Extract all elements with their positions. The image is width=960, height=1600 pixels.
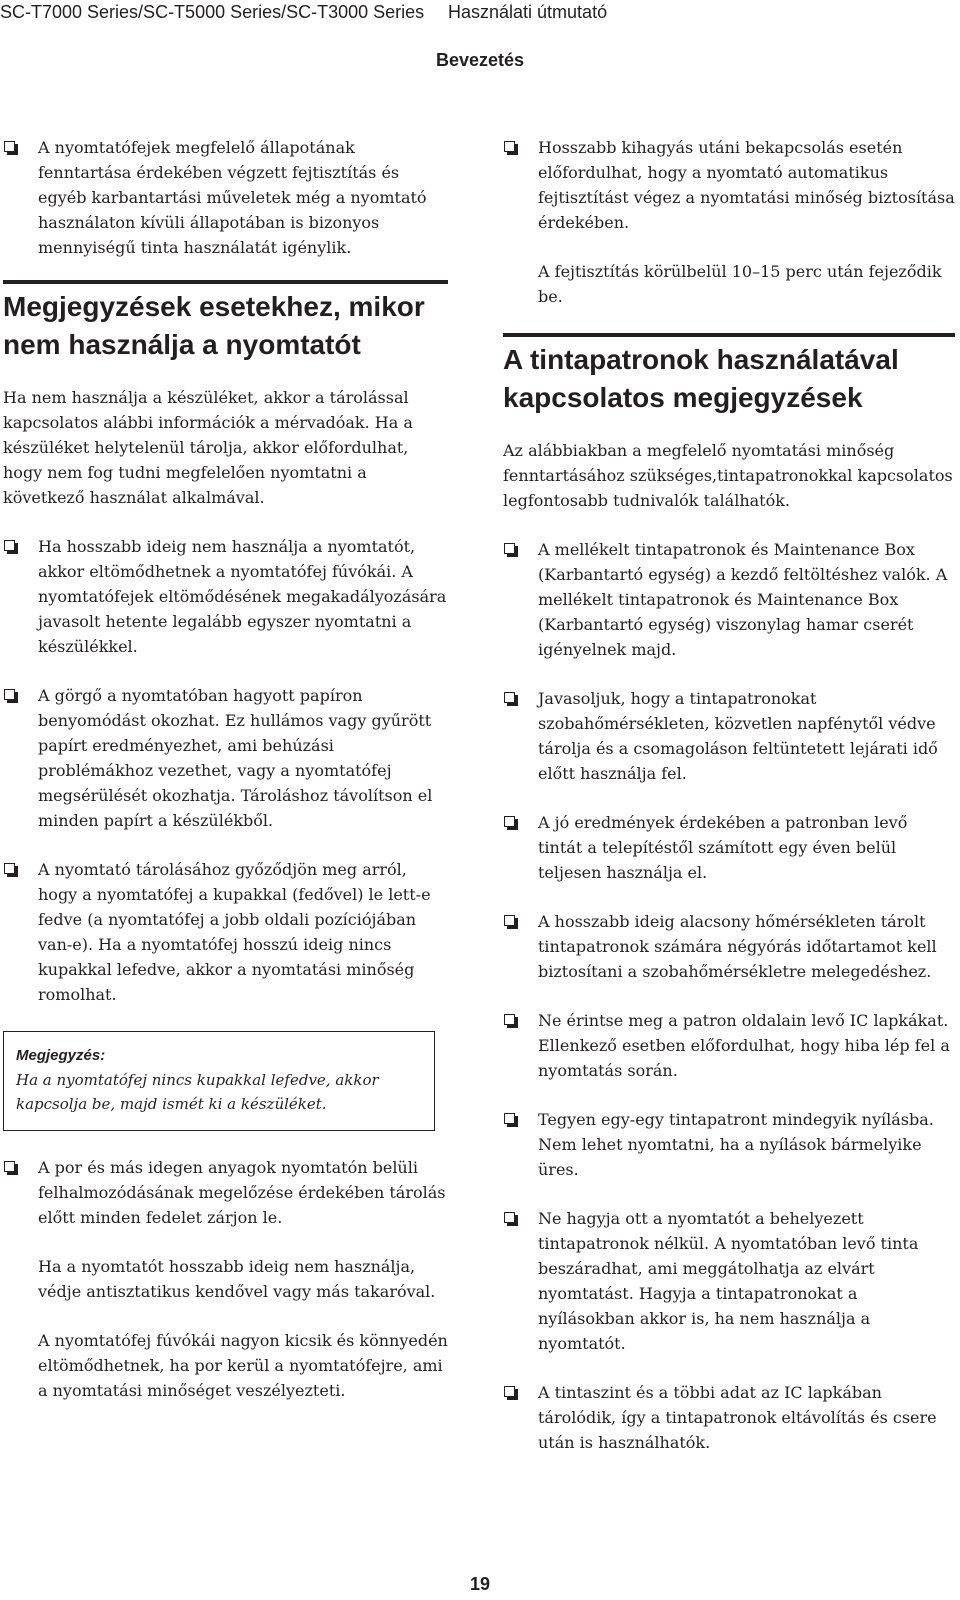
checkbox-bullet-icon (4, 1161, 15, 1172)
list-item (503, 909, 955, 984)
list-item-text: A nyomtatófejek megfelelő állapotának fenntartása érdekében végzett fejtisztítás és egyéb karbantartási műveletek még a nyomtató használaton kívüli állapotában is bizonyos mennyiségű tinta használatát igénylik. (38, 138, 427, 257)
heading-not-in-use: Megjegyzések esetekhez, mikor nem használja a nyomtatót (3, 280, 448, 364)
list-item (503, 1107, 955, 1182)
list-item-text: A tintaszint és a többi adat az IC lapkában tárolódik, így a tintapatronok eltávolítás és csere után is használhatók. (538, 1383, 937, 1452)
list-item (503, 810, 955, 885)
checkbox-bullet-icon (4, 863, 15, 874)
list-item (3, 1155, 448, 1230)
checkbox-bullet-icon (504, 1014, 515, 1025)
sub-paragraph: A fejtisztítás körülbelül 10–15 perc után fejeződik be. (538, 262, 942, 306)
note-box (3, 1031, 435, 1131)
note-text: Ha a nyomtatófej nincs kupakkal lefedve, akkor kapcsolja be, majd ismét ki a készüléket. (16, 1071, 379, 1113)
list-item (503, 1008, 955, 1083)
checkbox-bullet-icon (504, 1113, 515, 1124)
list-item (3, 683, 448, 833)
list-item-text: Ne hagyja ott a nyomtatót a behelyezett tintapatronok nélkül. A nyomtatóban levő tinta beszáradhat, ami meggátolhatja az elvárt nyomtatást. Hagyja a tintapatronokat a nyílásokban akkor is, ha nem használja a nyomtatót. (538, 1209, 919, 1353)
heading-ink-cartridges: A tintapatronok használatával kapcsolatos megjegyzések (503, 333, 955, 417)
list-item (503, 1380, 955, 1455)
list-item-text: A nyomtató tárolásához győződjön meg arról, hogy a nyomtatófej a kupakkal (fedővel) le lett-e fedve (a nyomtatófej a jobb oldali pozíciójában van-e). Ha a nyomtatófej hosszú ideig nincs kupakkal lefedve, akkor a nyomtatási minőség romolhat. (38, 860, 431, 1004)
header-guide-title: Használati útmutató (448, 2, 608, 22)
list-item (503, 1206, 955, 1356)
list-item (503, 686, 955, 786)
list-item-text: A por és más idegen anyagok nyomtatón belüli felhalmozódásának megelőzése érdekében tárolás előtt minden fedelet zárjon le. (38, 1158, 446, 1227)
list-item-text: A hosszabb ideig alacsony hőmérsékleten tárolt tintapatronok számára négyórás időtartamot kell biztosítani a szobahőmérsékletre melegedéshez. (538, 912, 937, 981)
list-item-text: Ne érintse meg a patron oldalain levő IC lapkákat. Ellenkező esetben előfordulhat, hogy hiba lép fel a nyomtatás során. (538, 1011, 950, 1080)
checkbox-bullet-icon (504, 141, 515, 152)
list-item-text: Tegyen egy-egy tintapatront mindegyik nyílásba. Nem lehet nyomtatni, ha a nyílások bármelyike üres. (538, 1110, 934, 1179)
checkbox-bullet-icon (504, 1386, 515, 1397)
checkbox-bullet-icon (4, 540, 15, 551)
checkbox-bullet-icon (504, 543, 515, 554)
sub-paragraph: A nyomtatófej fúvókái nagyon kicsik és könnyedén eltömődhetnek, ha por kerül a nyomtatófejre, ami a nyomtatási minőséget veszélyezteti. (38, 1331, 448, 1400)
list-item (503, 135, 955, 235)
page-number: 19 (469, 1574, 491, 1594)
checkbox-bullet-icon (4, 689, 15, 700)
checkbox-bullet-icon (504, 692, 515, 703)
section-title: Bevezetés (435, 50, 525, 70)
list-item-text: A mellékelt tintapatronok és Maintenance Box (Karbantartó egység) a kezdő feltöltéshez valók. A mellékelt tintapatronok és Maintenance Box (Karbantartó egység) viszonylag hamar cserét igényelnek majd. (538, 540, 948, 659)
list-item (3, 135, 448, 260)
list-item (3, 857, 448, 1007)
left-column (3, 135, 448, 1403)
list-item-text: Javasoljuk, hogy a tintapatronokat szobahőmérsékleten, közvetlen napfénytől védve tárolja és a csomagoláson feltüntetett lejárati idő előtt használja fel. (538, 689, 938, 783)
header-product: SC-T7000 Series/SC-T5000 Series/SC-T3000 Series (0, 2, 425, 22)
list-item-text: A görgő a nyomtatóban hagyott papíron benyomódást okozhat. Ez hullámos vagy gyűrött papírt eredményezhet, ami behúzási problémákhoz vezethet, vagy a nyomtatófej megsérülését okozhatja. Tároláshoz távolítson el minden papírt a készülékből. (38, 686, 433, 830)
list-item-text: Hosszabb kihagyás utáni bekapcsolás esetén előfordulhat, hogy a nyomtató automatikus fejtisztítást végez a nyomtatási minőség biztosítása érdekében. (538, 138, 955, 232)
list-item-text: A jó eredmények érdekében a patronban levő tintát a telepítéstől számított egy éven belül teljesen használja el. (538, 813, 908, 882)
intro-paragraph: Ha nem használja a készüléket, akkor a tárolással kapcsolatos alábbi információk a mérvadóak. Ha a készüléket helytelenül tárolja, akkor előfordulhat, hogy nem fog tudni megfelelően nyomtatni a következő használat alkalmával. (3, 388, 413, 507)
note-title: Megjegyzés: (16, 1047, 106, 1064)
intro-paragraph: Az alábbiakban a megfelelő nyomtatási minőség fenntartásához szükséges,tintapatronokkal kapcsolatos legfontosabb tudnivalók találhatók. (503, 441, 953, 510)
checkbox-bullet-icon (504, 915, 515, 926)
sub-paragraph: Ha a nyomtatót hosszabb ideig nem használja, védje antisztatikus kendővel vagy más takaróval. (38, 1257, 436, 1301)
checkbox-bullet-icon (504, 1212, 515, 1223)
list-item-text: Ha hosszabb ideig nem használja a nyomtatót, akkor eltömődhetnek a nyomtatófej fúvókái. A nyomtatófejek eltömődésének megakadályozására javasolt hetente legalább egyszer nyomtatni a készülékkel. (38, 537, 447, 656)
checkbox-bullet-icon (504, 816, 515, 827)
list-item (3, 534, 448, 659)
list-item (503, 537, 955, 662)
right-column (503, 135, 955, 1455)
checkbox-bullet-icon (4, 141, 15, 152)
